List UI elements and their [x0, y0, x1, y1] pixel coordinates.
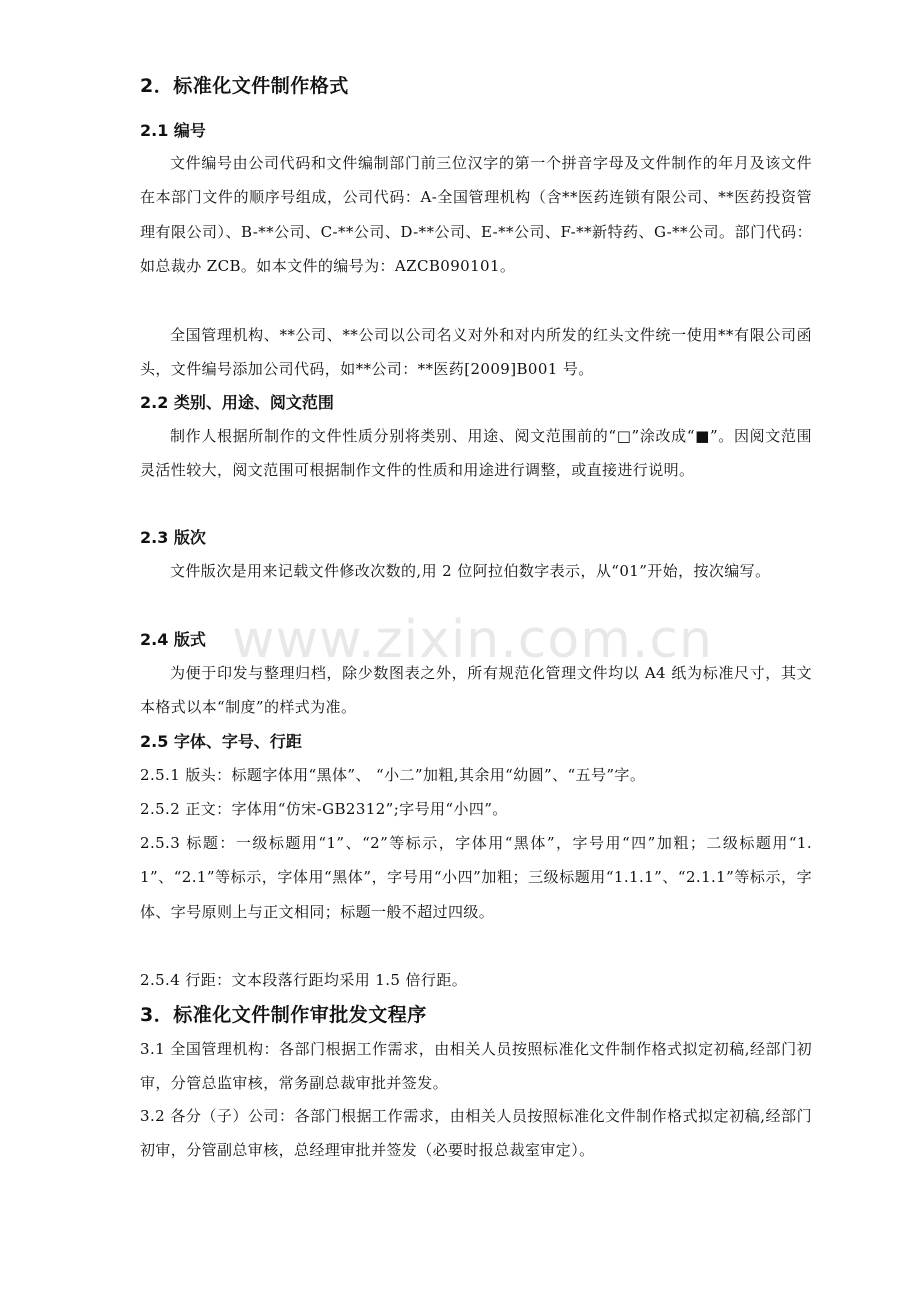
- section-2-3-paragraph-1: 文件版次是用来记载文件修改次数的,用 2 位阿拉伯数字表示，从“01”开始，按次编写。: [170, 562, 771, 580]
- section-2-heading: 2．标准化文件制作格式: [140, 75, 349, 97]
- section-2-2-paragraph-1: 制作人根据所制作的文件性质分别将类别、用途、阅文范围前的“□”涂改成“■”。因阅文范围灵活性较大，阅文范围可根据制作文件的性质和用途进行调整，或直接进行说明。: [140, 427, 812, 480]
- section-2-5-2-item: 2.5.2 正文：字体用“仿宋-GB2312”;字号用“小四”。: [140, 800, 508, 818]
- section-3-heading: 3．标准化文件制作审批发文程序: [140, 1004, 427, 1026]
- section-2-1-paragraph-2: 全国管理机构、**公司、**公司以公司名义对外和对内所发的红头文件统一使用**有限公司函头，文件编号添加公司代码，如**公司：**医药[2009]B001 号。: [140, 326, 812, 379]
- watermark-text: www.zixin.com.cn: [232, 610, 713, 670]
- section-2-1-title: 2.1 编号: [140, 121, 206, 140]
- section-2-2-title: 2.2 类别、用途、阅文范围: [140, 393, 334, 412]
- section-3-1-item: 3.1 全国管理机构：各部门根据工作需求，由相关人员按照标准化文件制作格式拟定初稿,经部门初审，分管总监审核，常务副总裁审批并签发。: [140, 1040, 812, 1093]
- section-3-2-item: 3.2 各分（子）公司：各部门根据工作需求，由相关人员按照标准化文件制作格式拟定初稿,经部门初审，分管副总审核，总经理审批并签发（必要时报总裁室审定）。: [140, 1107, 812, 1160]
- section-2-5-1-item: 2.5.1 版头：标题字体用“黑体”、 “小二”加粗,其余用“幼圆”、“五号”字。: [140, 766, 646, 784]
- section-2-4-paragraph-1: 为便于印发与整理归档，除少数图表之外，所有规范化管理文件均以 A4 纸为标准尺寸，其文本格式以本“制度”的样式为准。: [140, 664, 812, 717]
- section-2-5-4-item: 2.5.4 行距：文本段落行距均采用 1.5 倍行距。: [140, 971, 468, 989]
- section-2-5-3-item: 2.5.3 标题：一级标题用“1”、“2”等标示，字体用“黑体”，字号用“四”加粗；二级标题用“1.1”、“2.1”等标示，字体用“黑体”，字号用“小四”加粗；三级标题用“1.1.1”、“2.1.1”等标示，字体、字号原则上与正文相同；标题一般不超过四级。: [140, 834, 812, 921]
- section-2-1-paragraph-1: 文件编号由公司代码和文件编制部门前三位汉字的第一个拼音字母及文件制作的年月及该文件在本部门文件的顺序号组成，公司代码：A-全国管理机构（含**医药连锁有限公司、**医药投资管理有限公司）、B-**公司、C-**公司、D-**公司、E-**公司、F-**新特药、G-**公司。部门代码：如总裁办 ZCB。如本文件的编号为：AZCB090101。: [140, 154, 812, 276]
- section-2-3-title: 2.3 版次: [140, 528, 206, 547]
- section-2-5-title: 2.5 字体、字号、行距: [140, 732, 302, 751]
- section-2-4-title: 2.4 版式: [140, 630, 206, 649]
